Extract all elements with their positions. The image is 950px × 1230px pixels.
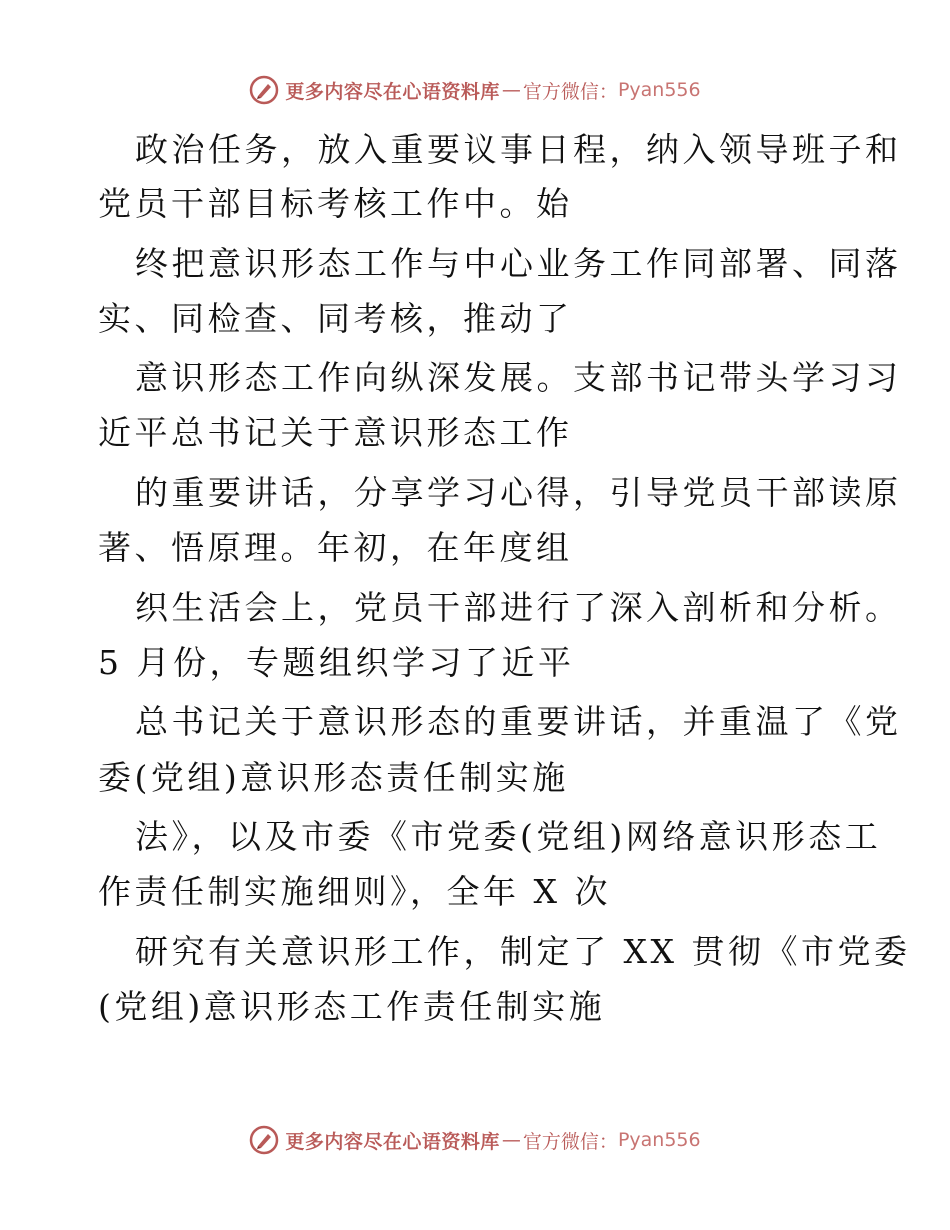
body-line: 作责任制实施细则》，全年 X 次: [98, 872, 611, 911]
body-line: 党员干部目标考核工作中。始: [98, 184, 573, 223]
body-line: 研究有关意识形工作，制定了 XX 贯彻《市党委: [135, 932, 911, 971]
pen-logo-icon: [249, 75, 279, 105]
body-line: 著、悟原理。年初，在年度组: [98, 528, 573, 567]
banner-wechat-id: Pyan556: [617, 79, 701, 101]
banner-title: 更多内容尽在心语资料库: [285, 1130, 500, 1153]
body-line: 织生活会上，党员干部进行了深入剖析和分析。: [135, 588, 902, 627]
body-line: 实、同检查、同考核，推动了: [98, 299, 573, 338]
banner-separator: —: [501, 79, 521, 101]
body-line: 5 月份，专题组织学习了近平: [98, 643, 575, 682]
banner-separator: —: [501, 1129, 521, 1151]
body-line: 意识形态工作向纵深发展。支部书记带头学习习: [135, 358, 902, 397]
banner-wechat-label: 官方微信：: [522, 80, 618, 103]
footer-banner: [0, 1120, 950, 1160]
pen-logo-icon: [249, 1125, 279, 1155]
body-line: 近平总书记关于意识形态工作: [98, 413, 573, 452]
body-line: 法》，以及市委《市党委(党组)网络意识形态工: [135, 817, 882, 856]
body-line: 委(党组)意识形态责任制实施: [98, 758, 569, 797]
banner-wechat-id: Pyan556: [617, 1129, 701, 1151]
body-line: (党组)意识形态工作责任制实施: [98, 987, 606, 1026]
banner-wechat-label: 官方微信：: [522, 1130, 618, 1153]
body-line: 政治任务，放入重要议事日程，纳入领导班子和: [135, 130, 902, 169]
body-line: 的重要讲话，分享学习心得，引导党员干部读原: [135, 473, 902, 512]
body-line: 总书记关于意识形态的重要讲话，并重温了《党: [135, 702, 902, 741]
body-line: 终把意识形态工作与中心业务工作同部署、同落: [135, 244, 902, 283]
banner-title: 更多内容尽在心语资料库: [285, 80, 500, 103]
header-banner: [0, 70, 950, 110]
